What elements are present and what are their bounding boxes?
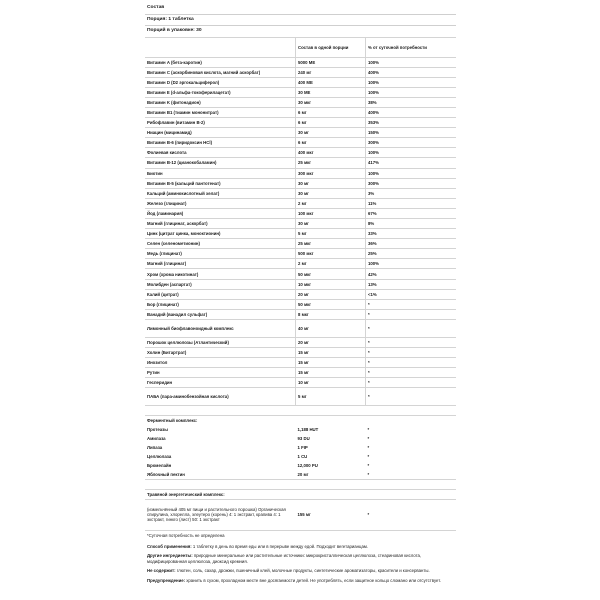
note-text: природные минеральные или растительные источники: микрокристаллическая целлюлоза, стеариновая кислота, модифицированная целлюлоза, диоксид кремния. [147,553,422,564]
ingredient-amount: 15 мг [296,358,366,368]
spacer-cell [296,406,366,416]
ingredient-name: Бор (глицинат) [145,299,296,309]
table-row [145,269,456,279]
table-row [145,107,456,117]
ingredient-dv: * [366,388,457,406]
ingredient-dv: 100% [366,259,457,269]
enzyme-complex-title: Ферментный комплекс: [145,415,456,425]
ingredient-amount: 50 мкг [296,269,366,279]
ingredient-dv: 353% [366,118,457,128]
servings-per-pack: Порций в упаковке: 30 [147,28,202,33]
table-row [145,138,456,148]
ingredient-amount: 5 мг [296,388,366,406]
enzyme-row [145,434,456,443]
ingredient-dv: * [366,337,457,347]
ingredient-dv: * [366,299,457,309]
enzyme-name: Амилаза [147,436,166,442]
ingredient-amount: 10 мг [296,378,366,388]
table-row [145,309,456,319]
ingredient-name: Магний (глицинат) [145,259,296,269]
ingredient-amount: 400 мкг [296,148,366,158]
ingredient-dv: * [366,348,457,358]
enzyme-dv: * [367,472,370,478]
spacer-cell [145,480,296,490]
ingredient-amount: 5 мг [296,229,366,239]
enzyme-amount: 93 DU [297,436,310,442]
header-name-cell [145,37,296,57]
enzyme-name: Целлюлаза [147,454,172,460]
ingredient-dv: 400% [366,107,457,117]
ingredient-name: Железо (глицинат) [145,198,296,208]
spacer-cell [366,406,457,416]
ingredient-dv: 300% [366,178,457,188]
table-row [145,378,456,388]
table-row [145,188,456,198]
table-row [145,279,456,289]
enzyme-name: Бромелайн [147,463,172,469]
enzyme-amount: 1,188 HUT [297,426,319,432]
table-row [145,289,456,299]
ingredient-dv: 100% [366,87,457,97]
table-header-row [145,37,456,57]
ingredient-amount: 6 мг [296,138,366,148]
serving-size: Порция: 1 таблетка [147,16,194,22]
table-row [145,208,456,218]
ingredient-amount: 240 мг [296,67,366,77]
ingredient-amount: 30 мг [296,128,366,138]
note-paragraph [145,551,456,566]
ingredient-name: Селен (селенометионин) [145,239,296,249]
ingredient-name: Фолиевая кислота [145,148,296,158]
enzyme-dv: * [367,454,370,460]
ingredient-name: Кальций (аминокислотный хелат) [145,188,296,198]
ingredient-dv: 150% [366,128,457,138]
ingredient-dv: * [366,378,457,388]
herbal-row [145,499,456,530]
table-row [145,158,456,168]
ingredient-name: Рутин [145,368,296,378]
notes-section [145,542,456,585]
ingredient-dv: * [366,358,457,368]
enzyme-amount: 1 CU [297,454,308,460]
table-row [145,319,456,337]
enzyme-dv: * [367,445,370,451]
table-row [145,239,456,249]
ingredient-dv: 33% [366,229,457,239]
ingredient-dv: 300% [366,138,457,148]
enzyme-amount: 1 FIP [297,445,308,451]
herbal-amount: 155 мг [296,499,366,530]
table-row [145,128,456,138]
table-row [145,148,456,158]
note-text: глютен, соль, сахар, дрожжи, пшеничный клей, молочные продукты, синтетические ароматизаторы, красители и консерванты. [176,568,430,574]
note-text: 1 таблетку в день во время еды или в перерыве между едой. Подходит вегетарианцам. [192,543,369,549]
note-label: Предупреждение: [147,577,186,583]
ingredient-dv: * [366,368,457,378]
enzyme-row [145,425,456,434]
ingredient-amount: 2 мг [296,198,366,208]
enzyme-dv: * [367,426,370,432]
ingredient-name: ПАБА (пара-аминобензойная кислота) [145,388,296,406]
table-row [145,299,456,309]
ingredient-amount: 20 мг [296,337,366,347]
table-row [145,67,456,77]
ingredient-name: Ванадий (ванадил сульфат) [145,309,296,319]
ingredient-dv: 13% [366,279,457,289]
table-row [145,229,456,239]
herbal-dv: * [366,499,457,530]
ingredient-amount: 100 мкг [296,208,366,218]
ingredient-dv: 3% [366,188,457,198]
ingredient-amount: 30 МЕ [296,87,366,97]
ingredient-name: Гесперидин [145,378,296,388]
ingredient-amount: 300 мкг [296,168,366,178]
ingredient-name: Витамин B-6 (пиридоксин HCl) [145,138,296,148]
spacer-cell [366,480,457,490]
ingredient-amount: 30 мг [296,188,366,198]
enzyme-row [145,452,456,461]
table-row [145,57,456,67]
ingredient-name: Витамин B-5 (кальций пантотенат) [145,178,296,188]
ingredient-name: Медь (глицинат) [145,249,296,259]
ingredient-amount: 6 мг [296,118,366,128]
composition-title: Состав [147,5,165,10]
footnote: *Суточная потребность не определена [145,530,456,540]
table-row [145,337,456,347]
table-row [145,358,456,368]
ingredient-amount: 20 мг [296,289,366,299]
table-row [145,388,456,406]
ingredient-dv: 100% [366,168,457,178]
ingredient-name: Порошок целлюлозы (Атлантический) [145,337,296,347]
ingredient-dv: 25% [366,249,457,259]
ingredient-amount: 30 мг [296,178,366,188]
enzyme-row [145,443,456,452]
table-row [145,97,456,107]
ingredient-name: Калий (цитрат) [145,289,296,299]
ingredient-name: Ниацин (мицинамид) [145,128,296,138]
ingredient-amount: 2 мг [296,259,366,269]
ingredient-dv: <1% [366,289,457,299]
spacer-cell [296,480,366,490]
table-row [145,198,456,208]
enzyme-amount: 12,000 PU [297,463,318,469]
ingredient-name: Витамин B-12 (цианокобаламин) [145,158,296,168]
ingredient-dv: 11% [366,198,457,208]
ingredient-name: Витамин C (аскорбиновая кислота, магний аскорбат) [145,67,296,77]
ingredient-amount: 50 мкг [296,299,366,309]
note-label: Способ применения: [147,543,192,549]
table-row [145,87,456,97]
table-row [145,249,456,259]
ingredient-amount: 5000 МЕ [296,57,366,67]
ingredient-amount: 15 мг [296,348,366,358]
ingredient-dv: 100% [366,148,457,158]
ingredient-dv: 67% [366,208,457,218]
note-label: Другие ингредиенты: [147,553,193,559]
enzyme-name: Липаза [147,445,163,451]
table-row [145,77,456,87]
table-row [145,368,456,378]
ingredient-name: Цинк (цитрат цинка, моноктионин) [145,229,296,239]
enzyme-row [145,470,456,480]
herbal-complex-title: Травяной энергетический комплекс: [145,489,456,499]
ingredient-name: Витамин K (фитонадион) [145,97,296,107]
ingredient-dv: 100% [366,77,457,87]
table-row [145,168,456,178]
ingredient-name: Биотин [145,168,296,178]
ingredient-name: Йод (ламинария) [145,208,296,218]
enzyme-dv: * [367,463,370,469]
ingredient-dv: 36% [366,239,457,249]
enzyme-row [145,461,456,470]
herbal-ingredients: (измельчённый 405 мг пищи и растительного порошка) Органическая спирулина, хлорелла, элеутеро (корень) 4: 1 экстракт, крапива 4: 1 экстракт, гинкго (лист) 50: 1 экстракт [145,499,296,530]
note-label: Не содержит: [147,568,176,574]
ingredient-name: Рибофлавин (витамин B-2) [145,118,296,128]
enzyme-amount: 20 мг [297,472,309,478]
ingredient-dv: * [366,319,457,337]
ingredient-dv: 417% [366,158,457,168]
enzyme-name: Протеазы [147,426,168,432]
table-row [145,348,456,358]
table-row [145,178,456,188]
enzyme-dv: * [367,436,370,442]
ingredient-name: Холин (Битартрат) [145,348,296,358]
note-paragraph [145,566,456,575]
ingredient-amount: 6 мг [296,107,366,117]
ingredient-amount: 10 мкг [296,279,366,289]
spacer-cell [145,406,296,416]
ingredient-dv: 42% [366,269,457,279]
note-paragraph [145,542,456,551]
ingredient-dv: 400% [366,67,457,77]
enzyme-complex-title-row [145,415,456,425]
header-dv-cell: % от суточной потребности [366,37,457,57]
note-paragraph [145,576,456,585]
table-row [145,219,456,229]
ingredient-name: Витамин E (d-альфа-токоферилацетат) [145,87,296,97]
ingredient-dv: 8% [366,219,457,229]
footnote-row [145,530,456,540]
ingredient-name: Витамин A (бета-каротин) [145,57,296,67]
nutrition-table [145,37,456,540]
spacer-row [145,406,456,416]
ingredient-dv: * [366,309,457,319]
ingredient-name: Хром (хрома никотинат) [145,269,296,279]
ingredient-amount: 25 мкг [296,239,366,249]
ingredient-name: Витамин D (D2 эргокальциферол) [145,77,296,87]
ingredient-name: Инозитол [145,358,296,368]
ingredient-dv: 100% [366,57,457,67]
ingredient-name: Витамин B1 (тиамин мононитрат) [145,107,296,117]
header-amount-cell: Состав в одной порции [296,37,366,57]
ingredient-dv: 38% [366,97,457,107]
note-text: хранить в сухом, прохладном месте вне досягаемости детей. Не употреблять, если защитное кольцо сломано или отсутствует. [186,577,441,583]
spacer-row [145,480,456,490]
ingredient-amount: 30 мкг [296,97,366,107]
enzyme-name: Яблочный пектин [147,472,185,478]
table-row [145,118,456,128]
ingredient-amount: 25 мкг [296,158,366,168]
ingredient-name: Лимонный биофлавоноидный комплекс [145,319,296,337]
ingredient-name: Молибден (аспартат) [145,279,296,289]
ingredient-amount: 400 МЕ [296,77,366,87]
supplement-facts-sheet [145,3,456,585]
ingredient-name: Магний (глицинат, аскорбат) [145,219,296,229]
table-row [145,259,456,269]
ingredient-amount: 30 мг [296,219,366,229]
herbal-complex-title-row [145,489,456,499]
ingredient-amount: 15 мг [296,368,366,378]
ingredient-amount: 500 мкг [296,249,366,259]
ingredient-amount: 40 мг [296,319,366,337]
ingredient-amount: 8 мкг [296,309,366,319]
